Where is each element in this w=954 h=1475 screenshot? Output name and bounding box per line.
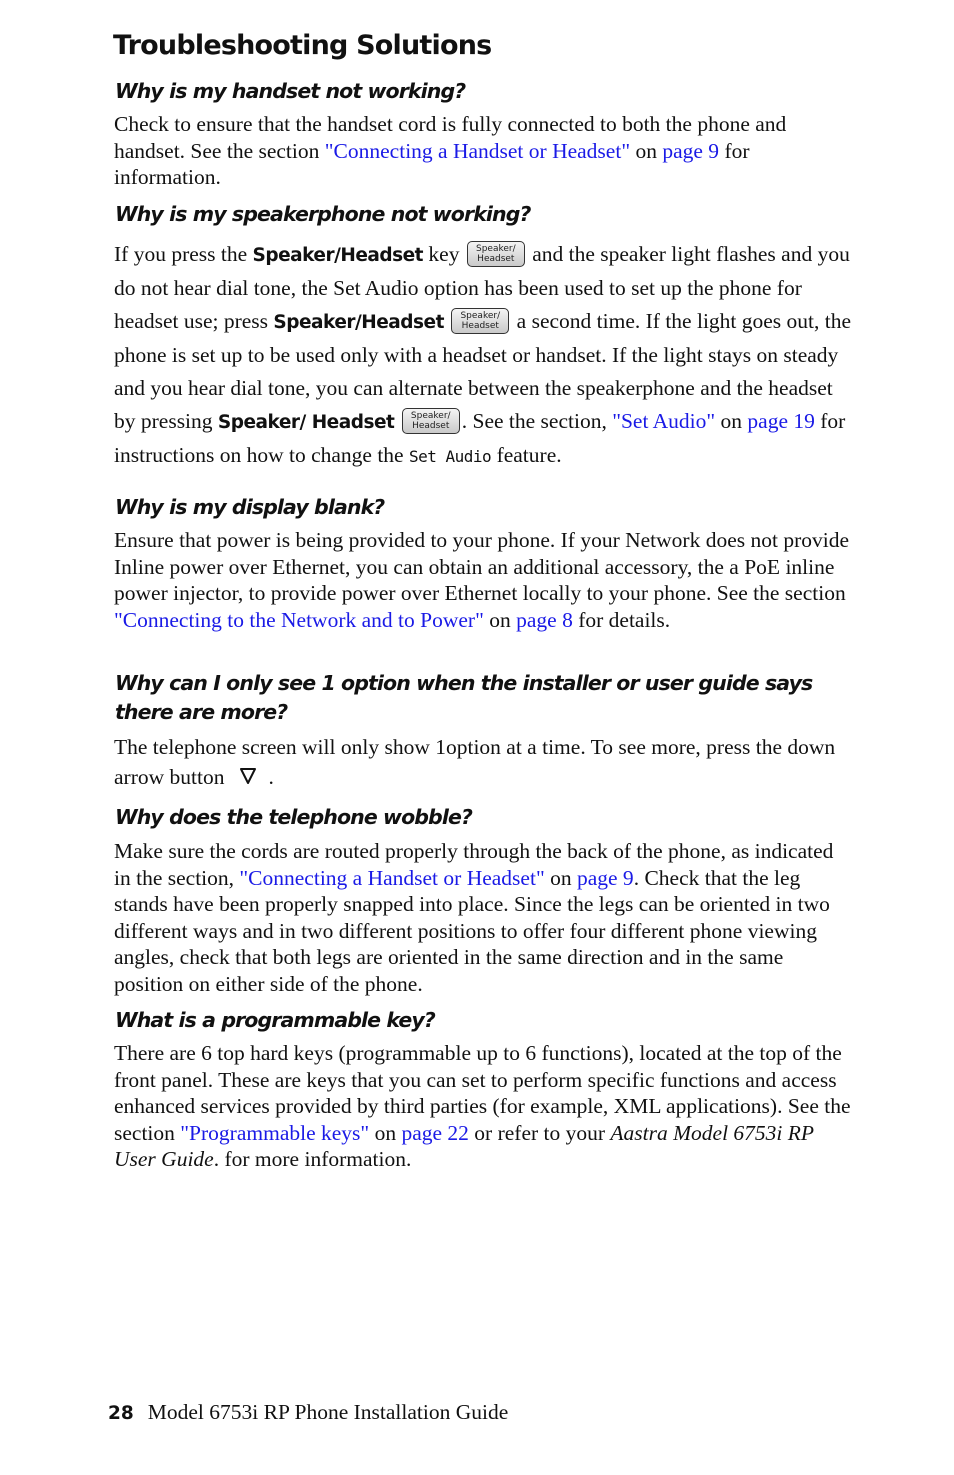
user-guide-title: Aastra Model 6753i RP User Guide	[114, 1120, 814, 1171]
page-title: Troubleshooting Solutions	[113, 30, 492, 61]
page-number: 28	[108, 1403, 134, 1424]
link-connecting-handset[interactable]: "Connecting a Handset or Headset"	[239, 865, 545, 890]
link-page-22[interactable]: page 22	[401, 1120, 469, 1145]
link-connecting-handset[interactable]: "Connecting a Handset or Headset"	[324, 138, 631, 163]
speaker-headset-keyword: Speaker/Headset	[252, 245, 424, 266]
section-heading-programmable-key: What is a programmable key?	[115, 1008, 435, 1032]
speaker-headset-key-icon: Speaker/ Headset	[467, 241, 525, 267]
guide-title: Model 6753i RP Phone Installation Guide	[147, 1400, 509, 1424]
set-audio-option-label: Set Audio	[408, 447, 492, 466]
page-footer	[108, 1400, 508, 1425]
speaker-headset-keyword: Speaker/Headset	[273, 312, 444, 333]
speaker-headset-keyword: Speaker/ Headset	[217, 412, 395, 433]
link-page-8[interactable]: page 8	[516, 607, 573, 632]
section-heading-speakerphone: Why is my speakerphone not working?	[115, 202, 531, 226]
section-body-one-option: The telephone screen will only show 1option at a time. To see more, press the down arrow button .	[114, 732, 854, 794]
link-page-9[interactable]: page 9	[662, 138, 720, 163]
section-heading-one-option: Why can I only see 1 option when the installer or user guide says there are more?	[115, 671, 813, 724]
speaker-headset-key-icon: Speaker/ Headset	[402, 408, 460, 434]
section-body-handset: Check to ensure that the handset cord is fully connected to both the phone and handset. See the section "Connecting a Handset or Headset" on page 9 for information.	[114, 112, 787, 189]
section-body-display: Ensure that power is being provided to your phone. If your Network does not provide Inline power over Ethernet, you can obtain an additional accessory, the a PoE inline power injector, to provide power over Ethernet locally to your phone. See the section "Connecting to the Network and to Power" on page 8 for details.	[114, 528, 850, 632]
section-body-wobble: Make sure the cords are routed properly through the back of the phone, as indicated in the section, "Connecting a Handset or Headset" on page 9. Check that the leg stands have been properly snapped into place. Since the legs can be oriented in two different ways and in two different positions to offer four different phone viewing angles, check that both legs are oriented in the same direction and in the same position on either side of the phone.	[114, 839, 834, 996]
link-set-audio[interactable]: "Set Audio"	[612, 409, 716, 433]
section-body-speakerphone: If you press the Speaker/Headset key Speaker/ Headset and the speaker light flashes and you do not hear dial tone, the Set Audio option has been used to set up the phone for headset use; press Speaker/Headset Speaker/ Headset a second time. If the light goes out, the phone is set up to be used only with a headset or handset. If the light stays on steady and you hear dial tone, you can alternate between the speakerphone and the headset by pressing Speaker/ Headset Speaker/ Headset . See the section, "Set Audio" on page 19 for instructions on how to change the Set Audio feature.	[114, 242, 852, 467]
down-arrow-icon	[238, 764, 258, 794]
link-page-19[interactable]: page 19	[747, 409, 815, 433]
link-connecting-network-power[interactable]: "Connecting to the Network and to Power"	[114, 607, 484, 632]
link-page-9[interactable]: page 9	[576, 865, 634, 890]
section-heading-wobble: Why does the telephone wobble?	[115, 805, 472, 829]
link-programmable-keys[interactable]: "Programmable keys"	[180, 1120, 370, 1145]
section-heading-display: Why is my display blank?	[115, 495, 385, 519]
section-heading-handset: Why is my handset not working?	[115, 79, 466, 103]
section-body-programmable-key: There are 6 top hard keys (programmable up to 6 functions), located at the top of the front panel. These are keys that you can set to perform specific functions and access enhanced services provided by third parties (for example, XML applications). See the section "Programmable keys" on page 22 or refer to your Aastra Model 6753i RP User Guide. for more information.	[114, 1041, 851, 1171]
speaker-headset-key-icon: Speaker/ Headset	[451, 308, 509, 334]
